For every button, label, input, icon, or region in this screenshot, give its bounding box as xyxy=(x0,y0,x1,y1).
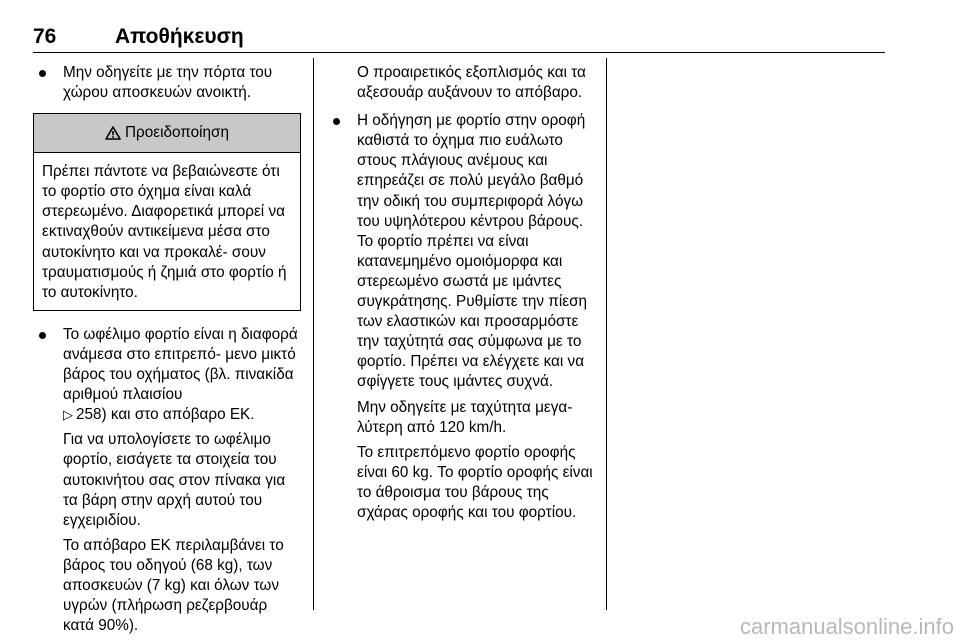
bullet-text: Μην οδηγείτε με την πόρτα του χώρου αποσκευών ανοικτή. xyxy=(63,64,273,102)
page-header xyxy=(33,24,885,50)
paragraph: Για να υπολογίσετε το ωφέλιμο φορτίο, εισάγετε τα στοιχεία του αυτοκινήτου σας στον πίνακα για τα βάρη στην αρχή αυτού του εγχειριδίου. xyxy=(63,431,286,529)
column-divider xyxy=(606,58,607,610)
bullet-dot-icon xyxy=(333,118,340,125)
paragraph: Ο προαιρετικός εξοπλισμός και τα αξεσουάρ αυξάνουν το απόβαρο. xyxy=(357,64,586,102)
column-divider xyxy=(313,58,314,610)
warning-triangle-icon xyxy=(105,126,121,140)
page-number: 76 xyxy=(33,25,57,48)
bullet-text: Το ωφέλιμο φορτίο είναι η διαφορά ανάμεσα στο επιτρεπό- μενο μικτό βάρος του οχήματος (βλ. πινακίδα αριθμού πλαισίου xyxy=(63,325,298,404)
page-title: Αποθήκευση xyxy=(115,25,244,48)
column-left xyxy=(33,63,301,641)
paragraph: Το απόβαρο ΕΚ περιλαμβάνει το βάρος του οδηγού (68 kg), των αποσκευών (7 kg) και όλων των υγρών (πλήρωση ρεζερβουάρ κατά 90%). xyxy=(63,536,284,635)
watermark: carmanualsonline.info xyxy=(739,614,954,639)
page-reference-arrow-icon: ▷ xyxy=(63,407,73,423)
warning-box xyxy=(33,113,301,311)
header-rule xyxy=(33,52,885,53)
warning-header xyxy=(34,114,300,153)
page-reference[interactable]: 258) και στο απόβαρο ΕΚ. xyxy=(76,406,255,424)
paragraph: Μην οδηγείτε με ταχύτητα μεγα- λύτερη από 120 km/h. xyxy=(357,398,573,436)
warning-body: Πρέπει πάντοτε να βεβαιώνεστε ότι το φορτίο στο όχημα είναι καλά στερεωμένο. Διαφορετικά μπορεί να εκτιναχθούν αντικείμενα μέσα στο αυτοκίνητο και να προκαλέ- σουν τραυματισμούς ή ζημιά στο φορτίο ή το αυτοκίνητο. xyxy=(42,163,287,301)
bullet-text: Η οδήγηση με φορτίο στην οροφή καθιστά το όχημα πιο ευάλωτο στους πλάγιους ανέμους και επηρεάζει σε πολύ μεγάλο βαθμό την οδική του συμπεριφορά λόγω του υψηλότερου κέντρου βάρους. Το φορτίο πρέπει να είναι κατανεμημένο ομοιόμορφα και στερεωμένο σωστά με ιμάντες συγκράτησης. Ρυθμίστε την πίεση των ελαστικών και προσαρμόστε την ταχύτητά σας σύμφωνα με το φορτίο. Πρέπει να ελέγχετε και να σφίγγετε τους ιμάντες συχνά. xyxy=(357,112,588,391)
bullet-item xyxy=(327,111,595,392)
bullet-item xyxy=(33,63,301,103)
bullet-item xyxy=(33,325,301,425)
bullet-dot-icon xyxy=(39,70,46,77)
column-middle xyxy=(327,63,595,528)
bullet-dot-icon xyxy=(39,332,46,339)
paragraph: Το επιτρεπόμενο φορτίο οροφής είναι 60 kg. Το φορτίο οροφής είναι το άθροισμα του βάρους της σχάρας οροφής και του φορτίου. xyxy=(357,443,593,521)
warning-title: Προειδοποίηση xyxy=(125,124,229,142)
